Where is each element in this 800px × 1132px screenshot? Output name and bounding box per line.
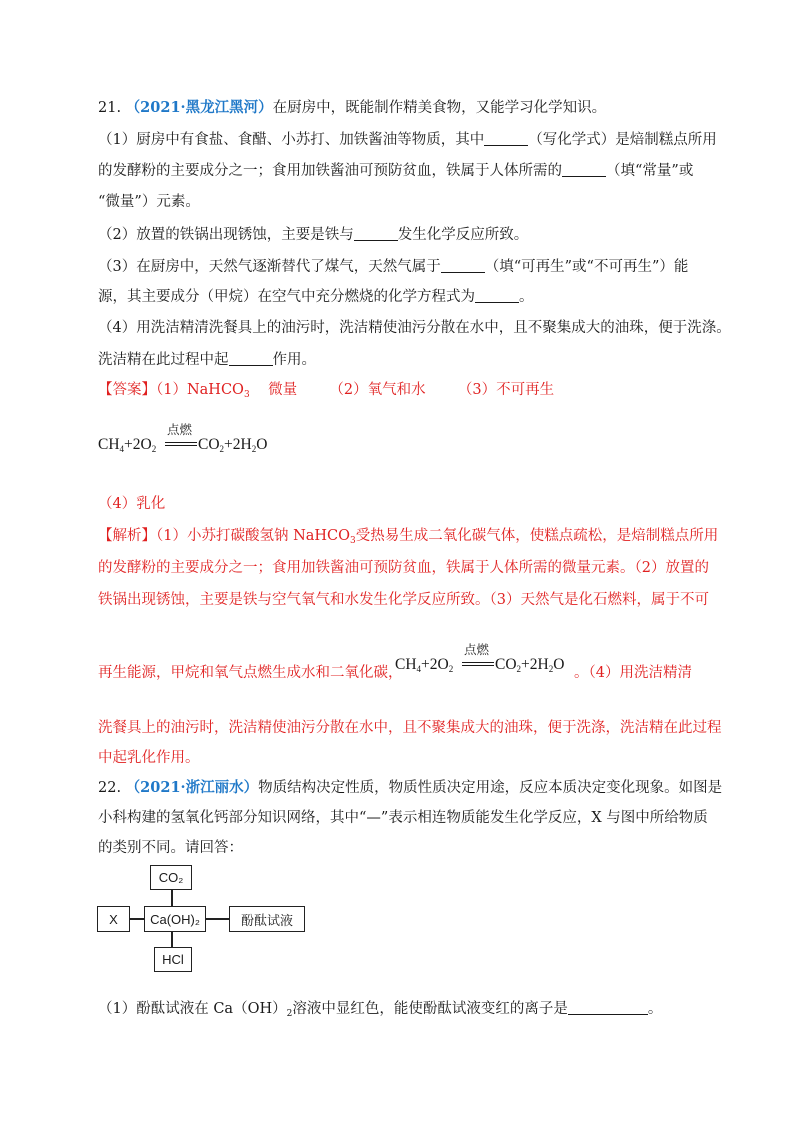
equals-bar xyxy=(462,665,494,666)
question-stem: 在厨房中，既能制作精美食物，又能学习化学知识。 xyxy=(272,100,607,116)
node-co2: CO₂ xyxy=(150,865,192,890)
equals-bar xyxy=(165,442,197,443)
text-segment: 源，其主要成分（甲烷）在空气中充分燃烧的化学方程式为 xyxy=(98,289,475,305)
connector-line xyxy=(171,932,173,948)
text-segment: 洗餐具上的油污时，洗洁精使油污分散在水中，且不聚集成大的油珠，便于洗涤，洗洁精在此过程 xyxy=(98,720,722,736)
node-phenolphthalein: 酚酞试液 xyxy=(229,906,305,932)
analysis-line-4b xyxy=(574,663,692,683)
eq-h2o: +2H xyxy=(521,656,549,673)
answer-part4-line xyxy=(98,494,165,514)
analysis-line-4 xyxy=(98,663,403,683)
node-x: X xyxy=(97,906,130,932)
q21-part3-line-1 xyxy=(98,257,688,277)
text-segment: “微量”）元素。 xyxy=(98,194,200,210)
question-number: 21. xyxy=(98,100,122,116)
q21-part2-line xyxy=(98,225,528,245)
subscript: 4 xyxy=(416,664,422,674)
subscript: 2 xyxy=(251,444,257,454)
reaction-condition: 点燃 xyxy=(464,642,490,657)
eq-co: CO xyxy=(198,436,220,453)
q21-part1-line-1 xyxy=(98,130,717,150)
subscript: 2 xyxy=(548,664,554,674)
answer-blank[interactable] xyxy=(354,226,398,241)
q22-line-2 xyxy=(98,808,708,828)
eq-o: O xyxy=(553,656,565,673)
q21-part3-line-2 xyxy=(98,287,534,307)
node-calcium-hydroxide: Ca(OH)₂ xyxy=(144,906,206,932)
text-segment: 的发酵粉的主要成分之一；食用加铁酱油可预防贫血，铁属于人体所需的微量元素。（2）放置的 xyxy=(98,560,709,576)
connector-line xyxy=(205,918,230,920)
text-segment: 。 xyxy=(519,289,534,305)
q21-line-1 xyxy=(98,98,606,118)
eq-ch: CH xyxy=(98,436,120,453)
answer-blank[interactable] xyxy=(484,131,528,146)
question-number: 22. xyxy=(98,780,122,796)
eq-h2o: +2H xyxy=(224,436,252,453)
text-segment: 。 xyxy=(647,1001,663,1017)
answer-part1b: 微量 xyxy=(268,382,298,398)
text-segment: （2）放置的铁锅出现锈蚀，主要是铁与 xyxy=(98,227,354,243)
text-segment: （1）酚酞试液在 Ca（OH） xyxy=(98,1001,287,1017)
analysis-tag: 【解析】 xyxy=(98,528,156,544)
answer-part4: （4）乳化 xyxy=(98,496,166,512)
q22-line-1 xyxy=(98,778,722,798)
text-segment: 小科构建的氢氧化钙部分知识网络，其中“—”表示相连物质能发生化学反应，X 与图中所给物质 xyxy=(98,810,708,826)
text-segment: 发生化学反应所致。 xyxy=(397,227,529,243)
node-hcl: HCl xyxy=(154,947,192,972)
question-source: （2021·浙江丽水） xyxy=(125,779,259,796)
q22-sub1-line xyxy=(98,999,662,1019)
text-segment: 的发酵粉的主要成分之一；食用加铁酱油可预防贫血，铁属于人体所需的 xyxy=(98,163,562,179)
answer-blank[interactable] xyxy=(441,258,485,273)
text-segment: （3）在厨房中，天然气逐渐替代了煤气，天然气属于 xyxy=(98,259,441,275)
subscript: 3 xyxy=(350,536,356,546)
text-segment: （4）用洗洁精清洗餐具上的油污时，洗洁精使油污分散在水中，且不聚集成大的油珠，便于洗涤。 xyxy=(98,320,731,336)
text-segment: 再生能源，甲烷和氧气点燃生成水和二氧化碳， xyxy=(98,665,403,681)
eq-o2: +2O xyxy=(421,656,449,673)
chemical-equation-analysis xyxy=(395,642,595,682)
text-segment: 铁锅出现锈蚀，主要是铁与空气氧气和水发生化学反应所致。（3）天然气是化石燃料，属于不可 xyxy=(98,592,709,608)
analysis-line-6 xyxy=(98,748,200,768)
answer-blank[interactable] xyxy=(229,351,273,366)
answer-part2: （2）氧气和水 xyxy=(329,382,426,398)
answer-blank[interactable] xyxy=(568,1000,648,1015)
eq-o: O xyxy=(256,436,268,453)
text-segment: 洗洁精在此过程中起 xyxy=(98,352,229,368)
subscript: 2 xyxy=(151,444,157,454)
text-segment: 溶液中显红色，能使酚酞试液变红的离子是 xyxy=(292,1001,568,1017)
q21-part4-line-1 xyxy=(98,318,731,338)
equals-bar xyxy=(462,662,494,663)
q22-line-3 xyxy=(98,838,243,858)
subscript: 2 xyxy=(448,664,454,674)
equals-bar xyxy=(165,445,197,446)
text-segment: （写化学式）是焙制糕点所用 xyxy=(528,132,717,148)
text-segment: （1）小苏打碳酸氢钠 NaHCO xyxy=(156,528,351,544)
subscript: 2 xyxy=(516,664,522,674)
answer-blank[interactable] xyxy=(475,288,519,303)
connector-line xyxy=(129,918,145,920)
text-segment: （填“可再生”或“不可再生”）能 xyxy=(484,259,689,275)
subscript: 4 xyxy=(119,444,125,454)
text-segment: （填“常量”或 xyxy=(606,163,694,179)
text-segment: 物质结构决定性质，物质性质决定用途，反应本质决定变化现象。如图是 xyxy=(258,780,723,796)
q21-part1-line-3 xyxy=(98,192,200,212)
reaction-condition: 点燃 xyxy=(167,422,193,437)
analysis-line-3 xyxy=(98,590,709,610)
analysis-line-5 xyxy=(98,718,722,738)
analysis-line-2 xyxy=(98,558,709,578)
text-segment: 作用。 xyxy=(272,352,316,368)
answer-tag: 【答案】 xyxy=(98,382,156,398)
q21-part1-line-2 xyxy=(98,161,693,181)
question-source: （2021·黑龙江黑河） xyxy=(125,99,273,116)
subscript: 3 xyxy=(243,390,250,400)
chemical-equation-answer xyxy=(98,422,298,462)
q21-part4-line-2 xyxy=(98,350,316,370)
eq-ch: CH xyxy=(395,656,417,673)
analysis-line-1 xyxy=(98,526,718,546)
subscript: 2 xyxy=(219,444,225,454)
connector-line xyxy=(171,889,173,906)
text-segment: （1）厨房中有食盐、食醋、小苏打、加铁酱油等物质，其中 xyxy=(98,132,485,148)
subscript: 2 xyxy=(286,1009,293,1019)
text-segment: 的类别不同。请回答： xyxy=(98,840,243,856)
answer-part3: （3）不可再生 xyxy=(457,382,555,398)
answer-blank[interactable] xyxy=(562,162,606,177)
eq-co: CO xyxy=(495,656,517,673)
text-segment: 。（4）用洗洁精清 xyxy=(574,665,692,681)
answer-line xyxy=(98,380,554,400)
eq-o2: +2O xyxy=(124,436,152,453)
answer-part1: （1）NaHCO xyxy=(156,382,244,398)
text-segment: 受热易生成二氧化碳气体，使糕点疏松，是焙制糕点所用 xyxy=(355,528,719,544)
text-segment: 中起乳化作用。 xyxy=(98,750,200,766)
